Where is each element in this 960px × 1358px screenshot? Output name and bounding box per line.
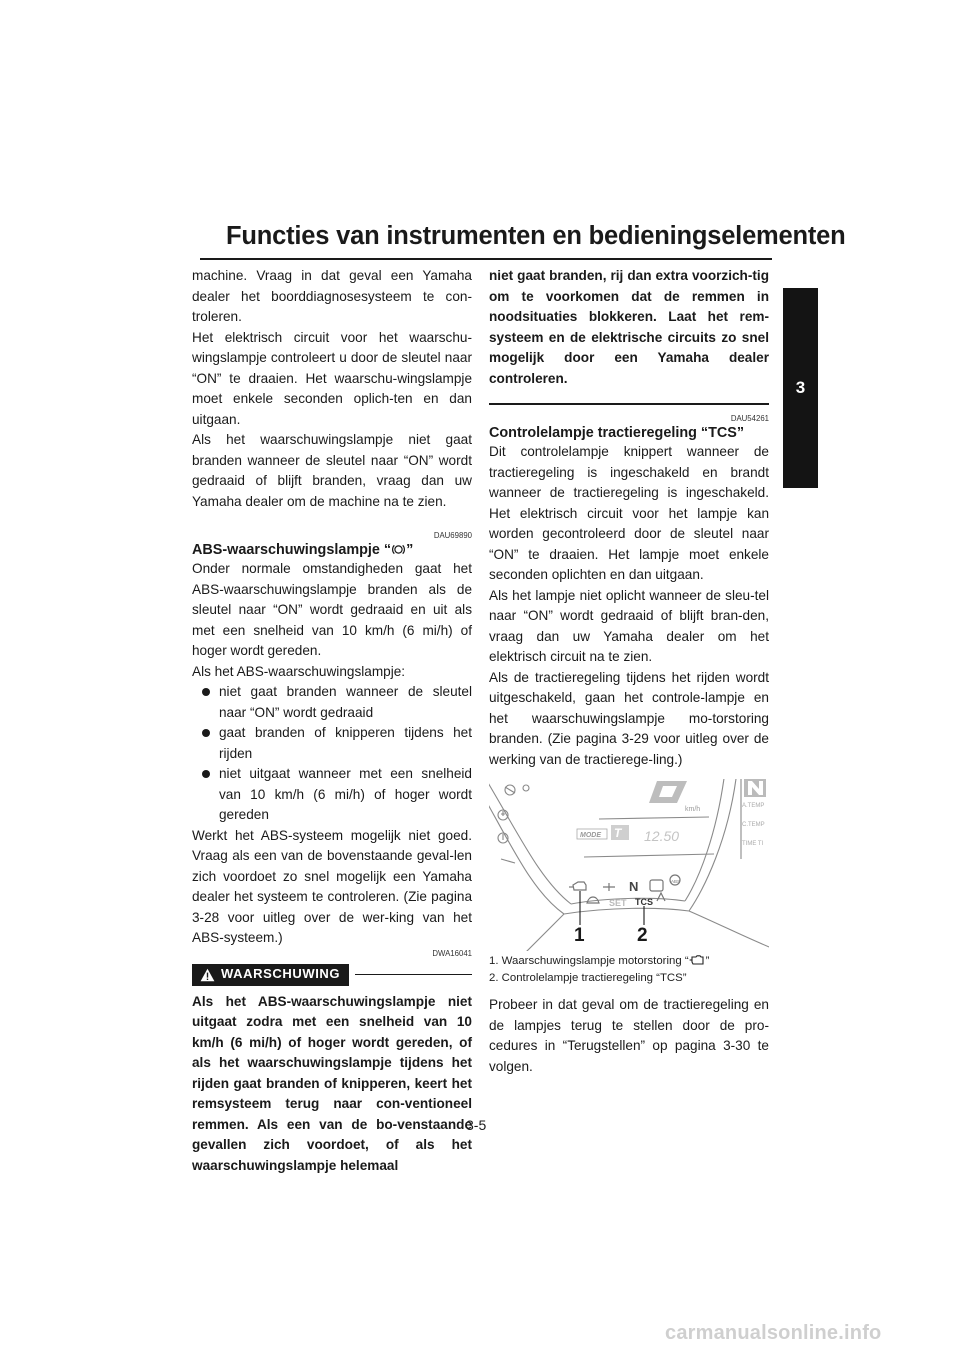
warning-banner bbox=[192, 962, 472, 988]
svg-text:C.TEMP: C.TEMP bbox=[742, 822, 765, 828]
svg-text:SET: SET bbox=[609, 898, 627, 908]
chapter-tab: 3 bbox=[783, 288, 818, 488]
list-item: niet gaat branden wanneer de sleutel naar “ON” wordt gedraaid bbox=[192, 682, 472, 723]
reference-code: DAU69890 bbox=[433, 531, 472, 540]
svg-text:TIME TI: TIME TI bbox=[742, 841, 764, 847]
warning-text-continued: niet gaat branden, rij dan extra voorzich-tig om te voorkomen dat de remmen in noodsituaties blokkeren. Laat het rem-systeem en de elektrische circuits zo snel mogelijk door een Yamaha dealer controleren. bbox=[489, 268, 769, 386]
abs-heading: ABS-waarschuwingslampje “ ” bbox=[192, 542, 414, 558]
warning-triangle-icon bbox=[200, 968, 215, 982]
right-column bbox=[489, 266, 769, 1077]
paragraph: Het elektrisch circuit voor het waarschu-wingslampje controleert u door de sleutel naar “ON” te draaien. Het waarschu-wingslampje moet enkele seconden oplich-ten en dan uitgaan. bbox=[192, 329, 472, 427]
svg-text:T: T bbox=[614, 826, 622, 840]
paragraph: Onder normale omstandigheden gaat het ABS-waarschuwingslampje branden als de sleutel naar “ON” wordt gedraaid en uit als met een snelheid van 10 km/h (6 mi/h) of hoger wordt gereden. bbox=[192, 561, 472, 658]
warning-label: WAARSCHUWING bbox=[221, 966, 341, 982]
callout-number-2: 2 bbox=[637, 925, 648, 946]
watermark: carmanualsonline.info bbox=[665, 1322, 882, 1344]
svg-text:N: N bbox=[629, 879, 639, 894]
paragraph: Dit controlelampje knippert wanneer de tractieregeling is ingeschakeld en brandt wanneer de tractieregeling is ingeschakeld. Het elektrisch circuit voor het lampje kan worden gecontroleerd door de sleutel naar “ON” te draaien. Het lampje moet enkele seconden oplichten en dan uitgaan. bbox=[489, 444, 769, 582]
paragraph: machine. Vraag in dat geval een Yamaha dealer het boorddiagnosesysteem te con-troleren. bbox=[192, 268, 472, 324]
bullet-icon bbox=[202, 688, 210, 696]
svg-text:km/h: km/h bbox=[685, 806, 701, 813]
reference-code: DAU54261 bbox=[730, 414, 769, 423]
figure-caption-1: 1. Waarschuwingslampje motorstoring “ ” bbox=[489, 955, 710, 967]
bullet-icon bbox=[202, 729, 210, 737]
warning-rule bbox=[355, 974, 472, 976]
paragraph: Werkt het ABS-systeem mogelijk niet goed. Vraag als een van de bovenstaande geval-len zich voordoet zo snel mogelijk een Yamaha dealer het systeem te controleren. (Zie pagina 3-28 voor uitleg over de wer-king van het ABS-systeem.) bbox=[192, 827, 472, 945]
instrument-panel-figure bbox=[489, 779, 769, 951]
warning-label-box bbox=[192, 964, 349, 986]
warning-text: Als het ABS-waarschuwingslampje niet uitgaat zodra met een snelheid van 10 km/h (6 mi/h) of hoger wordt gereden, of als het waarschuwingslampje tijdens het rijden gaat branden of knipperen, keert het remsysteem terug naar con-ventioneel remmen. Als een van de bo-venstaande gevallen zich voordoet, of als het waarschuwingslampje helemaal bbox=[192, 993, 472, 1173]
page-number: 3-5 bbox=[466, 1117, 487, 1133]
page-header-title: Functies van instrumenten en bedieningselementen bbox=[226, 222, 846, 250]
svg-text:12.50: 12.50 bbox=[644, 828, 680, 844]
figure-caption-2: 2. Controlelampje tractieregeling “TCS” bbox=[489, 972, 687, 984]
paragraph: Als het lampje niet oplicht wanneer de sleu-tel naar “ON” wordt gedraaid of blijft bran-den, vraag dan uw Yamaha dealer om het elektrisch circuit na te zien. bbox=[489, 587, 769, 664]
svg-text:MODE: MODE bbox=[580, 832, 601, 839]
section-rule bbox=[489, 403, 769, 405]
paragraph: Als de tractieregeling tijdens het rijden wordt uitgeschakeld, gaan het controle-lampje en het waarschuwingslampje mo-torstoring branden. (Zie pagina 3-29 voor uitleg over de werking van de tractierege-ling.) bbox=[489, 669, 769, 767]
left-column bbox=[192, 266, 472, 1176]
svg-text:A.TEMP: A.TEMP bbox=[742, 803, 765, 809]
paragraph: Als het waarschuwingslampje niet gaat branden wanneer de sleutel naar “ON” wordt gedraaid of blijft branden, vraag dan uw Yamaha dealer om de machine na te zien. bbox=[192, 432, 472, 509]
bullet-list bbox=[192, 682, 472, 826]
callout-number-1: 1 bbox=[574, 925, 585, 946]
paragraph: Als het ABS-waarschuwingslampje: bbox=[192, 663, 406, 679]
instrument-panel-illustration bbox=[489, 779, 769, 951]
tcs-heading: Controlelampje tractieregeling “TCS” bbox=[489, 425, 745, 441]
engine-trouble-icon bbox=[689, 955, 706, 965]
svg-text:ABS: ABS bbox=[671, 879, 681, 884]
header-rule bbox=[200, 258, 772, 260]
svg-text:TCS: TCS bbox=[635, 897, 653, 907]
paragraph: Probeer in dat geval om de tractieregeling en de lampjes terug te stellen door de pro-cedures in “Terugstellen” op pagina 3-30 te volgen. bbox=[489, 997, 769, 1074]
list-item: niet uitgaat wanneer met een snelheid van 10 km/h (6 mi/h) of hoger wordt gereden bbox=[192, 764, 472, 826]
reference-code: DWA16041 bbox=[432, 948, 472, 958]
list-item: gaat branden of knipperen tijdens het rijden bbox=[192, 723, 472, 764]
bullet-icon bbox=[202, 770, 210, 778]
abs-warning-icon bbox=[391, 543, 406, 556]
